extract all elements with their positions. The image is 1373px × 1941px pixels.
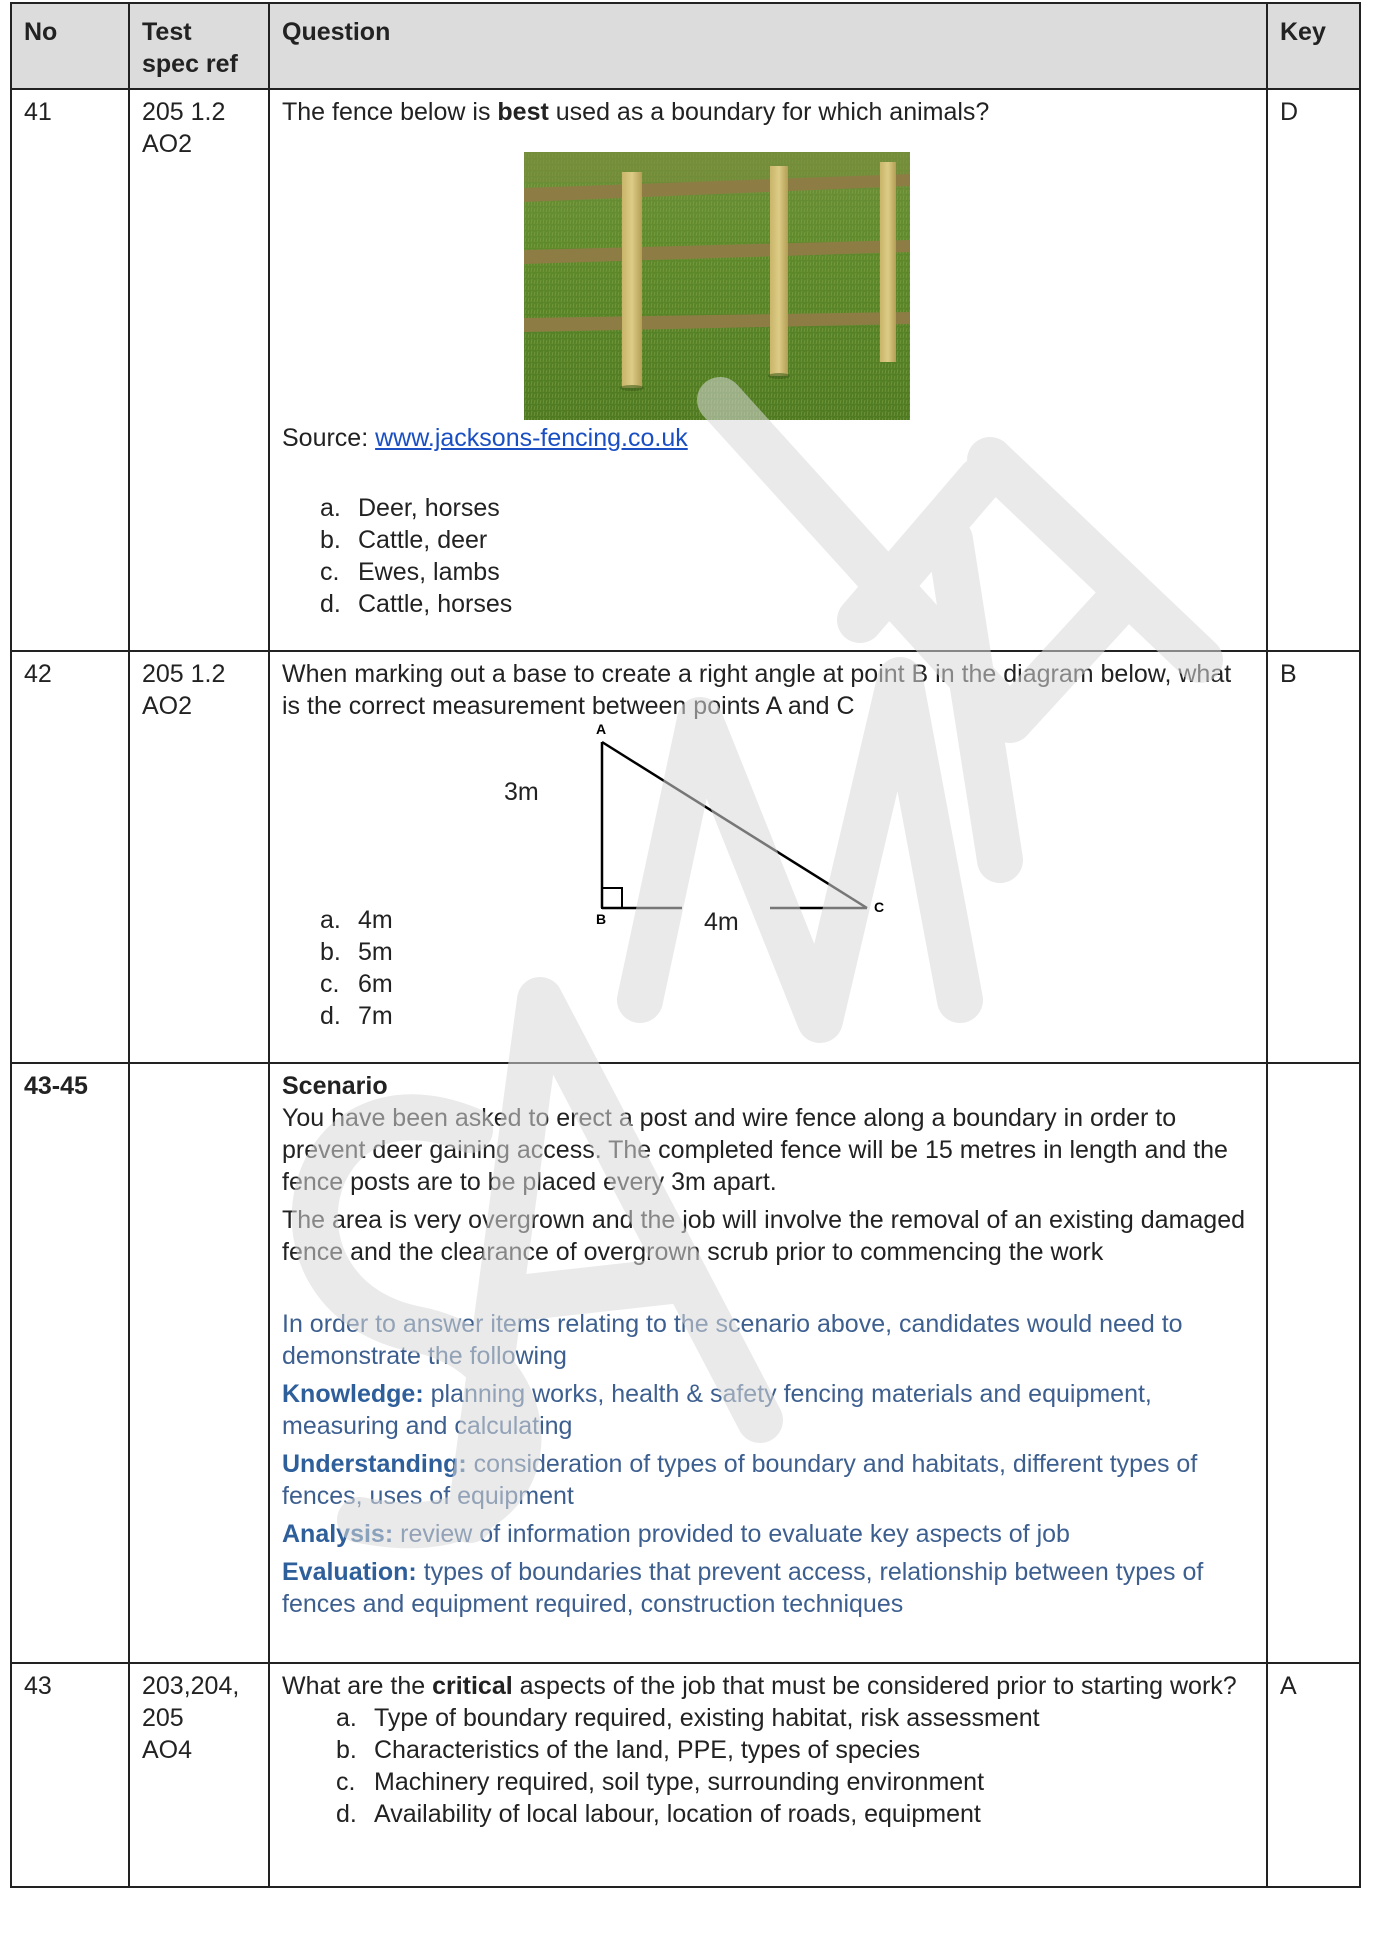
q43-text-after: aspects of the job that must be considered prior to starting work? xyxy=(512,1672,1237,1700)
header-no: No xyxy=(11,3,129,89)
option-letter: b. xyxy=(320,526,341,554)
option-text: Cattle, deer xyxy=(358,526,488,554)
side-bc-length: 4m xyxy=(704,908,739,936)
option-q42-2 xyxy=(320,968,393,1000)
q43-text-bold: critical xyxy=(432,1672,513,1700)
q43-spec-line3: AO4 xyxy=(142,1736,193,1764)
q42-text: When marking out a base to create a right angle at point B in the diagram below, what is the correct measurement between points A and C xyxy=(282,660,1232,720)
evaluation-label: Evaluation: xyxy=(282,1558,417,1586)
option-text: Ewes, lambs xyxy=(358,558,500,586)
option-q42-1 xyxy=(320,936,393,968)
option-letter: c. xyxy=(320,970,340,998)
point-b-label: B xyxy=(596,911,607,927)
option-q43-0 xyxy=(336,1702,1254,1734)
header-test-spec-line2: spec ref xyxy=(142,50,238,78)
option-text: Type of boundary required, existing habitat, risk assessment xyxy=(374,1704,1040,1732)
option-q43-3 xyxy=(336,1798,1254,1830)
option-q43-2 xyxy=(336,1766,1254,1798)
option-text: Cattle, horses xyxy=(358,590,513,618)
header-test-spec xyxy=(129,3,269,89)
scenario-understanding xyxy=(282,1448,1254,1512)
header-test-spec-line1: Test xyxy=(142,18,192,46)
scenario-evaluation xyxy=(282,1556,1254,1620)
knowledge-label: Knowledge: xyxy=(282,1380,424,1408)
table-row xyxy=(11,89,1360,651)
option-letter: c. xyxy=(320,558,340,586)
q41-options xyxy=(282,492,1254,620)
fence-photo xyxy=(524,152,910,420)
q43-spec-line1: 203,204, xyxy=(142,1672,240,1700)
table-row xyxy=(11,1663,1360,1887)
option-text: Availability of local labour, location of roads, equipment xyxy=(374,1800,981,1828)
analysis-label: Analysis: xyxy=(282,1520,394,1548)
option-text: Machinery required, soil type, surrounding environment xyxy=(374,1768,985,1796)
q41-source xyxy=(282,422,1254,454)
side-ac-line xyxy=(602,742,867,908)
option-letter: a. xyxy=(336,1704,357,1732)
q41-text-before: The fence below is xyxy=(282,98,498,126)
q41-spec xyxy=(129,89,269,651)
q42-spec-line2: AO2 xyxy=(142,692,193,720)
question-table xyxy=(10,2,1361,1888)
scenario-cell xyxy=(269,1063,1267,1663)
option-text: 5m xyxy=(358,938,393,966)
understanding-text: consideration of types of boundary and habitats, different types of fences, uses of equipment xyxy=(282,1450,1198,1510)
understanding-label: Understanding: xyxy=(282,1450,467,1478)
q41-text-bold: best xyxy=(497,98,549,126)
q43-spec xyxy=(129,1663,269,1887)
q43-text-before: What are the xyxy=(282,1672,433,1700)
option-letter: d. xyxy=(320,1002,341,1030)
scenario-key xyxy=(1267,1063,1360,1663)
scenario-para1: You have been asked to erect a post and wire fence along a boundary in order to prevent deer gaining access. The completed fence will be 15 metres in length and the fence posts are to be placed every 3m apart. xyxy=(282,1104,1228,1196)
q43-spec-line2: 205 xyxy=(142,1704,184,1732)
q41-text xyxy=(282,96,1254,128)
option-letter: d. xyxy=(320,590,341,618)
q41-text-after: used as a boundary for which animals? xyxy=(548,98,990,126)
q42-spec-line1: 205 1.2 xyxy=(142,660,226,688)
evaluation-text: types of boundaries that prevent access, relationship between types of fences and equipment required, construction techniques xyxy=(282,1558,1204,1618)
q41-key: D xyxy=(1267,89,1360,651)
option-letter: b. xyxy=(336,1736,357,1764)
fence-photo-image xyxy=(524,152,910,420)
point-c-label: C xyxy=(874,899,885,915)
q43-key: A xyxy=(1267,1663,1360,1887)
q41-question xyxy=(269,89,1267,651)
side-ab-length: 3m xyxy=(504,778,539,806)
option-q41-2 xyxy=(320,556,1254,588)
right-angle-marker xyxy=(602,888,622,908)
q41-source-label: Source: xyxy=(282,424,376,452)
scenario-knowledge xyxy=(282,1378,1254,1442)
q43-question xyxy=(269,1663,1267,1887)
option-letter: a. xyxy=(320,906,341,934)
option-q41-0 xyxy=(320,492,1254,524)
table-row xyxy=(11,651,1360,1063)
option-q42-3 xyxy=(320,1000,393,1032)
table-row xyxy=(11,1063,1360,1663)
knowledge-text: planning works, health & safety fencing materials and equipment, measuring and calculating xyxy=(282,1380,1152,1440)
scenario-number xyxy=(11,1063,129,1663)
q42-number: 42 xyxy=(11,651,129,1063)
analysis-text: review of information provided to evaluate key aspects of job xyxy=(393,1520,1070,1548)
scenario-heading xyxy=(282,1070,1254,1102)
option-letter: a. xyxy=(320,494,341,522)
q42-key: B xyxy=(1267,651,1360,1063)
scenario-spec xyxy=(129,1063,269,1663)
scenario-analysis xyxy=(282,1518,1254,1550)
q41-spec-line2: AO2 xyxy=(142,130,193,158)
option-q42-0 xyxy=(320,904,393,936)
triangle-diagram xyxy=(282,722,1254,1034)
scenario-heading-text: Scenario xyxy=(282,1072,388,1100)
q41-spec-line1: 205 1.2 xyxy=(142,98,226,126)
option-text: Characteristics of the land, PPE, types of species xyxy=(374,1736,921,1764)
scenario-intro: In order to answer items relating to the scenario above, candidates would need to demonstrate the following xyxy=(282,1310,1183,1370)
option-q41-1 xyxy=(320,524,1254,556)
q43-number: 43 xyxy=(11,1663,129,1887)
q42-options xyxy=(282,904,393,1032)
option-letter: b. xyxy=(320,938,341,966)
q41-number: 41 xyxy=(11,89,129,651)
q41-source-link[interactable]: www.jacksons-fencing.co.uk xyxy=(375,424,688,452)
option-text: 4m xyxy=(358,906,393,934)
option-q43-1 xyxy=(336,1734,1254,1766)
option-text: 6m xyxy=(358,970,393,998)
q42-question xyxy=(269,651,1267,1063)
scenario-para2: The area is very overgrown and the job will involve the removal of an existing damaged fence and the clearance of overgrown scrub prior to commencing the work xyxy=(282,1206,1246,1266)
point-a-label: A xyxy=(596,722,607,737)
q43-options xyxy=(282,1702,1254,1830)
q43-text xyxy=(282,1670,1254,1702)
header-key: Key xyxy=(1267,3,1360,89)
q42-spec xyxy=(129,651,269,1063)
scenario-number-text: 43-45 xyxy=(24,1072,88,1100)
header-question: Question xyxy=(269,3,1267,89)
option-text: 7m xyxy=(358,1002,393,1030)
option-letter: c. xyxy=(336,1768,356,1796)
option-q41-3 xyxy=(320,588,1254,620)
table-header-row xyxy=(11,3,1360,89)
option-text: Deer, horses xyxy=(358,494,500,522)
option-letter: d. xyxy=(336,1800,357,1828)
